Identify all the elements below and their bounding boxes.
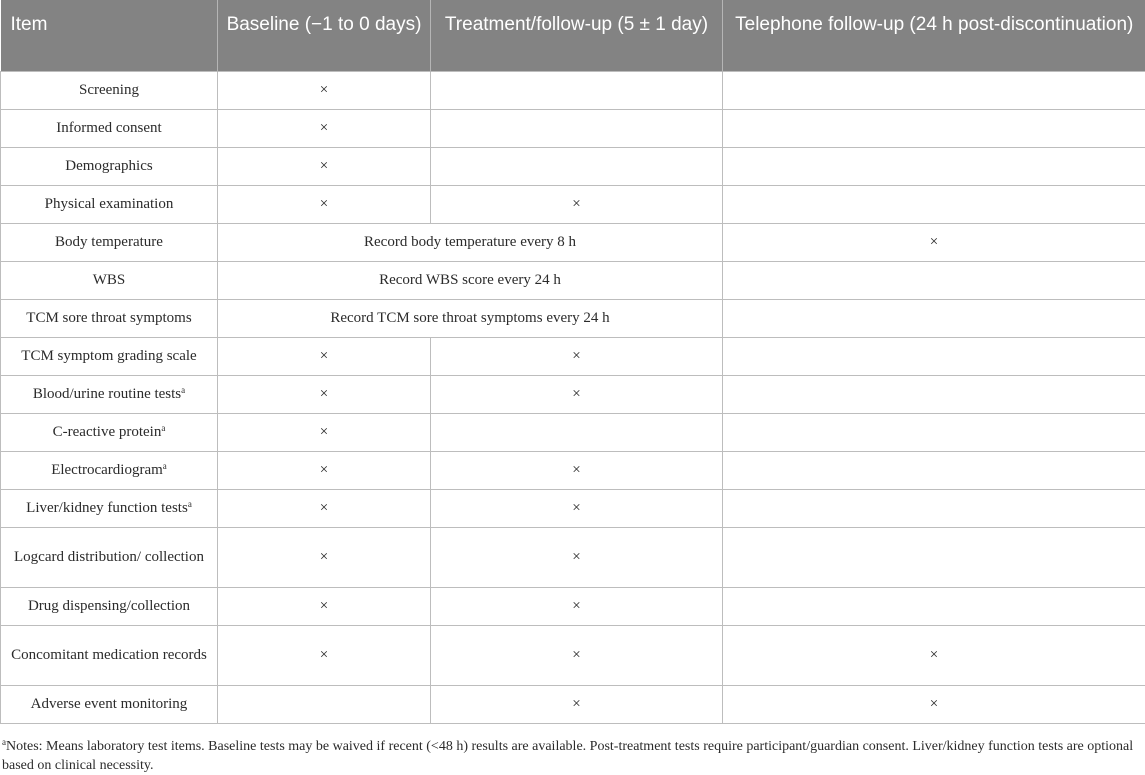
telephone-cell bbox=[723, 527, 1145, 587]
treatment-cell bbox=[431, 71, 723, 109]
header-treatment: Treatment/follow-up (5 ± 1 day) bbox=[431, 0, 723, 71]
telephone-cell bbox=[723, 261, 1145, 299]
notes-text: Notes: Means laboratory test items. Baseline tests may be waived if recent (<48 h) results are available. Post-treatment tests require participant/guardian consent. Liver/kidney function tests are optional based on clinical necessity. bbox=[2, 739, 1133, 773]
telephone-cell: × bbox=[723, 223, 1145, 261]
table-body bbox=[1, 71, 1145, 723]
table-row bbox=[1, 337, 1145, 375]
item-cell bbox=[1, 147, 218, 185]
item-label: Physical examination bbox=[45, 196, 174, 212]
baseline-cell: × bbox=[218, 71, 431, 109]
table-row bbox=[1, 527, 1145, 587]
treatment-cell: × bbox=[431, 587, 723, 625]
baseline-cell: × bbox=[218, 185, 431, 223]
item-cell bbox=[1, 625, 218, 685]
table-row bbox=[1, 685, 1145, 723]
item-label: Drug dispensing/collection bbox=[28, 598, 190, 614]
item-label: C-reactive protein bbox=[53, 424, 162, 440]
item-cell bbox=[1, 413, 218, 451]
baseline-cell: × bbox=[218, 109, 431, 147]
treatment-cell: × bbox=[431, 185, 723, 223]
baseline-cell: × bbox=[218, 527, 431, 587]
telephone-cell bbox=[723, 337, 1145, 375]
item-cell bbox=[1, 685, 218, 723]
table-row bbox=[1, 109, 1145, 147]
table-row bbox=[1, 489, 1145, 527]
header-row bbox=[1, 0, 1145, 71]
item-cell bbox=[1, 71, 218, 109]
table-row bbox=[1, 261, 1145, 299]
item-label: Liver/kidney function tests bbox=[26, 500, 188, 516]
treatment-cell: × bbox=[431, 337, 723, 375]
table-notes bbox=[2, 737, 1142, 775]
item-label: Adverse event monitoring bbox=[31, 696, 188, 712]
telephone-cell bbox=[723, 147, 1145, 185]
treatment-cell: × bbox=[431, 527, 723, 587]
header-telephone: Telephone follow-up (24 h post-discontinuation) bbox=[723, 0, 1145, 71]
baseline-cell: × bbox=[218, 451, 431, 489]
baseline-cell: × bbox=[218, 489, 431, 527]
telephone-cell bbox=[723, 587, 1145, 625]
telephone-cell bbox=[723, 299, 1145, 337]
baseline-cell: × bbox=[218, 147, 431, 185]
item-cell bbox=[1, 527, 218, 587]
item-label: TCM sore throat symptoms bbox=[26, 310, 191, 326]
item-label: Logcard distribution/ collection bbox=[14, 549, 204, 565]
treatment-cell: × bbox=[431, 375, 723, 413]
treatment-cell: × bbox=[431, 451, 723, 489]
telephone-cell bbox=[723, 489, 1145, 527]
table-row bbox=[1, 451, 1145, 489]
item-label: Electrocardiogram bbox=[51, 462, 163, 478]
item-label: Demographics bbox=[65, 158, 152, 174]
header-item: Item bbox=[1, 0, 218, 71]
table-row bbox=[1, 375, 1145, 413]
item-label: Screening bbox=[79, 82, 139, 98]
merged-schedule-cell: Record TCM sore throat symptoms every 24 h bbox=[218, 299, 723, 337]
item-label: Concomitant medication records bbox=[11, 647, 207, 663]
treatment-cell bbox=[431, 413, 723, 451]
item-label: Blood/urine routine tests bbox=[33, 386, 181, 402]
item-cell bbox=[1, 587, 218, 625]
item-label: Body temperature bbox=[55, 234, 163, 250]
table-row bbox=[1, 587, 1145, 625]
telephone-cell bbox=[723, 71, 1145, 109]
baseline-cell bbox=[218, 685, 431, 723]
telephone-cell bbox=[723, 109, 1145, 147]
table-row bbox=[1, 185, 1145, 223]
treatment-cell: × bbox=[431, 489, 723, 527]
footnote-marker: a bbox=[181, 385, 185, 395]
baseline-cell: × bbox=[218, 413, 431, 451]
table-row bbox=[1, 413, 1145, 451]
item-cell bbox=[1, 375, 218, 413]
treatment-cell bbox=[431, 109, 723, 147]
baseline-cell: × bbox=[218, 625, 431, 685]
telephone-cell bbox=[723, 375, 1145, 413]
item-cell bbox=[1, 337, 218, 375]
table-row bbox=[1, 71, 1145, 109]
telephone-cell: × bbox=[723, 685, 1145, 723]
item-cell bbox=[1, 451, 218, 489]
notes-superscript: a bbox=[2, 737, 6, 747]
table-row bbox=[1, 299, 1145, 337]
item-cell bbox=[1, 109, 218, 147]
treatment-cell bbox=[431, 147, 723, 185]
item-cell bbox=[1, 299, 218, 337]
item-cell bbox=[1, 261, 218, 299]
table-row bbox=[1, 625, 1145, 685]
telephone-cell bbox=[723, 451, 1145, 489]
baseline-cell: × bbox=[218, 587, 431, 625]
telephone-cell bbox=[723, 185, 1145, 223]
item-cell bbox=[1, 489, 218, 527]
telephone-cell bbox=[723, 413, 1145, 451]
item-cell bbox=[1, 185, 218, 223]
treatment-cell: × bbox=[431, 625, 723, 685]
header-baseline: Baseline (−1 to 0 days) bbox=[218, 0, 431, 71]
footnote-marker: a bbox=[163, 461, 167, 471]
item-label: WBS bbox=[93, 272, 126, 288]
footnote-marker: a bbox=[188, 499, 192, 509]
item-cell bbox=[1, 223, 218, 261]
baseline-cell: × bbox=[218, 337, 431, 375]
merged-schedule-cell: Record body temperature every 8 h bbox=[218, 223, 723, 261]
treatment-cell: × bbox=[431, 685, 723, 723]
telephone-cell: × bbox=[723, 625, 1145, 685]
merged-schedule-cell: Record WBS score every 24 h bbox=[218, 261, 723, 299]
table-row bbox=[1, 223, 1145, 261]
table-row bbox=[1, 147, 1145, 185]
baseline-cell: × bbox=[218, 375, 431, 413]
item-label: TCM symptom grading scale bbox=[21, 348, 196, 364]
footnote-marker: a bbox=[161, 423, 165, 433]
item-label: Informed consent bbox=[56, 120, 161, 136]
